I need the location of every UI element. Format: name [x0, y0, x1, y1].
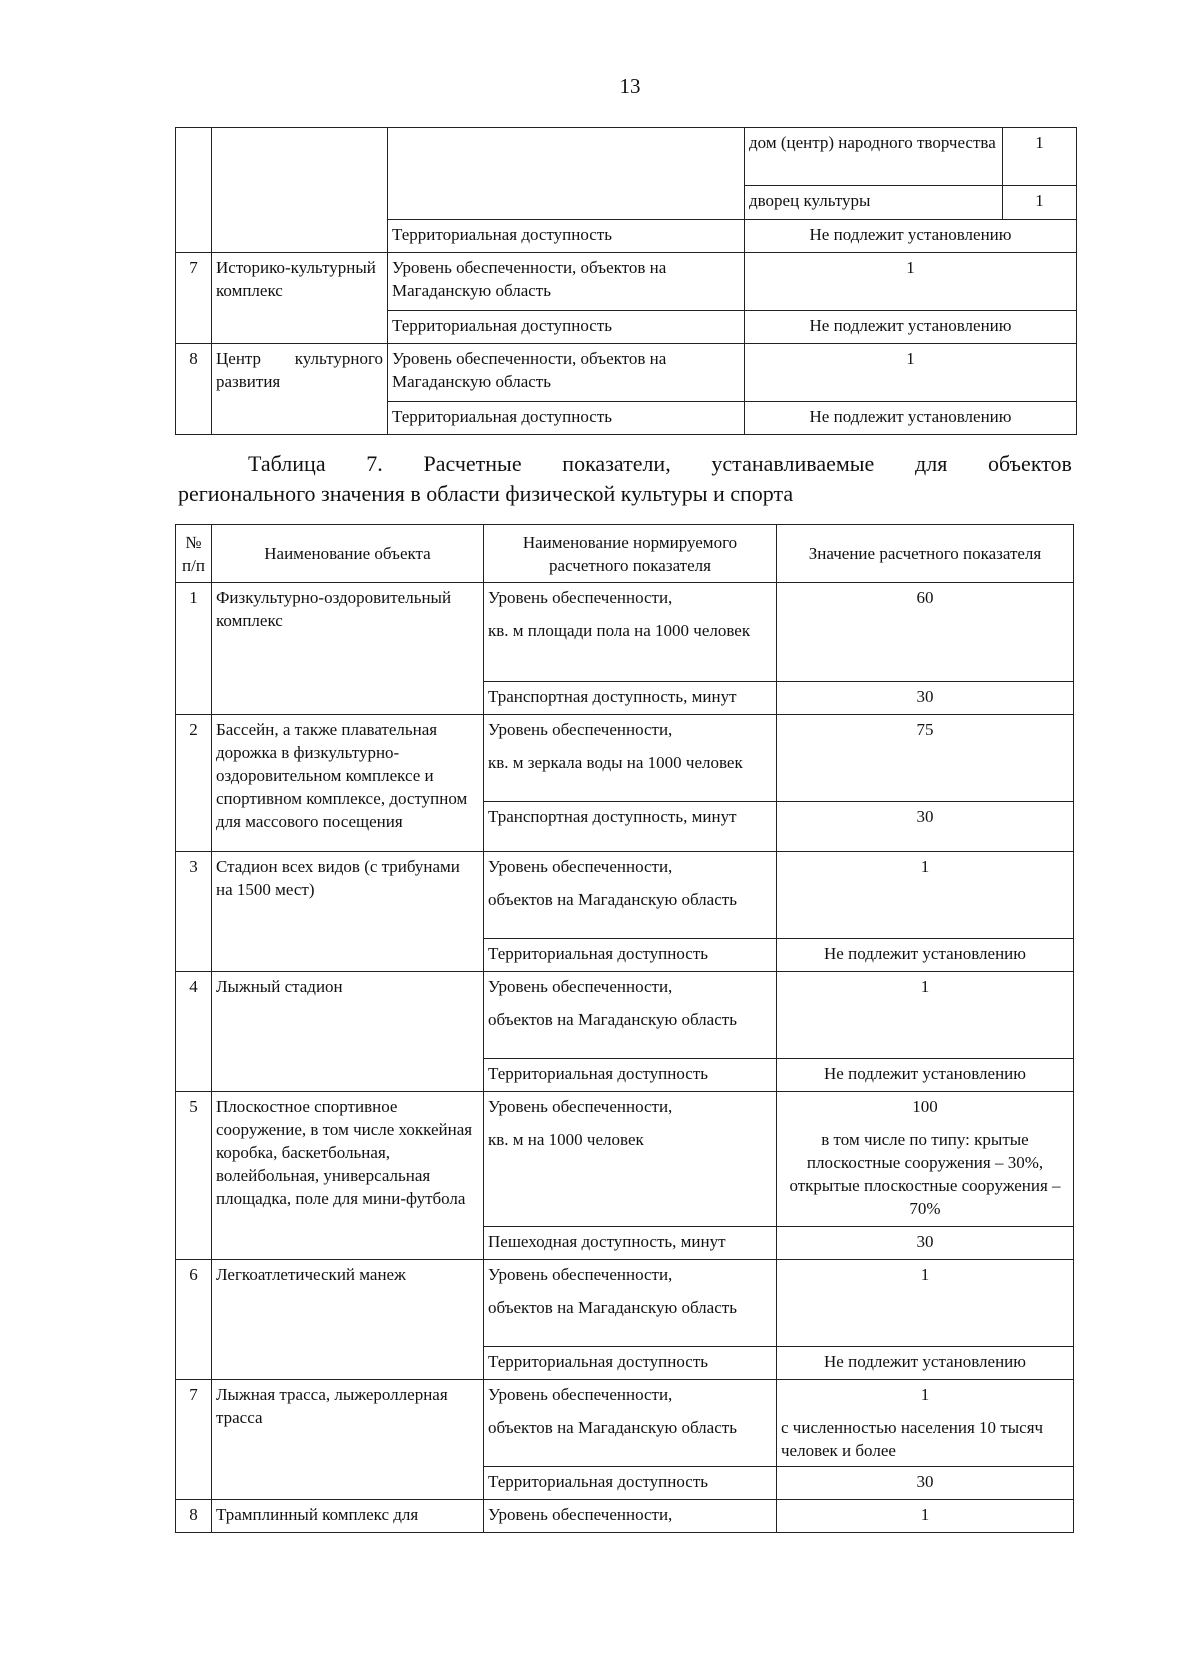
indicator-cell	[388, 128, 745, 220]
row-number-cell: 8	[176, 1500, 212, 1533]
caption-word: 7.	[366, 451, 383, 476]
indicator-unit: объектов на Магаданскую область	[488, 1010, 737, 1029]
table-row	[176, 583, 1074, 682]
indicator-label: Уровень обеспеченности,	[488, 1097, 673, 1116]
indicator-cell: Транспортная доступность, минут	[484, 682, 777, 715]
value-cell: 1	[745, 253, 1077, 311]
row-number-cell	[176, 128, 212, 253]
value-cell: Не подлежит установлению	[777, 939, 1074, 972]
indicator-cell: Территориальная доступность	[484, 1059, 777, 1092]
caption-word: объектов	[988, 451, 1072, 476]
caption-word: Расчетные	[423, 451, 522, 476]
value-cell: 1	[777, 1500, 1074, 1533]
indicator-cell: Уровень обеспеченности, объектов на Магаданскую область	[388, 253, 745, 311]
value-cell: 1	[1003, 128, 1077, 186]
row-number-cell: 1	[176, 583, 212, 715]
indicator-label: Уровень обеспеченности,	[488, 720, 673, 739]
table-row	[176, 128, 1077, 186]
caption-word: устанавливаемые	[711, 451, 875, 476]
object-name-cell: Легкоатлетический манеж	[212, 1260, 484, 1380]
value-cell: 30	[777, 682, 1074, 715]
indicator-cell	[484, 1260, 777, 1347]
indicator-cell: Территориальная доступность	[484, 939, 777, 972]
indicator-unit: кв. м зеркала воды на 1000 человек	[488, 753, 743, 772]
value-cell	[777, 972, 1074, 1059]
table-row	[176, 1260, 1074, 1347]
indicator-unit: объектов на Магаданскую область	[488, 1298, 737, 1317]
table-row	[176, 1092, 1074, 1227]
table-row	[176, 1380, 1074, 1467]
row-number-cell: 3	[176, 852, 212, 972]
table-sport-indicators	[175, 524, 1074, 1533]
object-name-cell: Стадион всех видов (с трибунами на 1500 мест)	[212, 852, 484, 972]
row-number-cell: 5	[176, 1092, 212, 1260]
row-number-cell: 6	[176, 1260, 212, 1380]
indicator-unit: объектов на Магаданскую область	[488, 1418, 737, 1437]
value-cell: Не подлежит установлению	[745, 220, 1077, 253]
indicator-cell	[484, 1092, 777, 1227]
indicator-cell: Уровень обеспеченности,	[484, 1500, 777, 1533]
value-number: 1	[920, 1265, 930, 1284]
indicator-cell	[484, 715, 777, 802]
indicator-cell: Территориальная доступность	[484, 1347, 777, 1380]
value-cell: Не подлежит установлению	[745, 402, 1077, 435]
object-name-cell: Бассейн, а также плавательная дорожка в физкультурно-оздоровительном комплексе и спортивном комплексе, доступном для массового посещения	[212, 715, 484, 852]
value-cell: 30	[777, 802, 1074, 852]
value-cell	[777, 1380, 1074, 1467]
row-number-cell: 2	[176, 715, 212, 852]
value-cell: 1	[1003, 186, 1077, 220]
indicator-cell: Транспортная доступность, минут	[484, 802, 777, 852]
header-object: Наименование объекта	[212, 525, 484, 583]
header-indicator: Наименование нормируемого расчетного показателя	[484, 525, 777, 583]
object-name-cell: Физкультурно-оздоровительный комплекс	[212, 583, 484, 715]
subtype-cell: дворец культуры	[745, 186, 1003, 220]
indicator-unit: кв. м площади пола на 1000 человек	[488, 621, 751, 640]
indicator-label: Уровень обеспеченности,	[488, 1265, 673, 1284]
indicator-cell: Пешеходная доступность, минут	[484, 1227, 777, 1260]
indicator-cell: Территориальная доступность	[484, 1467, 777, 1500]
caption-word: показатели,	[562, 451, 671, 476]
value-cell	[777, 583, 1074, 682]
indicator-cell: Уровень обеспеченности, объектов на Магаданскую область	[388, 344, 745, 402]
indicator-label: Уровень обеспеченности,	[488, 857, 673, 876]
caption-word: Таблица	[248, 451, 326, 476]
object-name-cell: Лыжная трасса, лыжероллерная трасса	[212, 1380, 484, 1500]
table-caption	[178, 449, 1072, 509]
table-row	[176, 852, 1074, 939]
indicator-unit: объектов на Магаданскую область	[488, 890, 737, 909]
value-note: в том числе по типу: крытые плоскостные сооружения – 30%, открытые плоскостные сооружения – 70%	[789, 1130, 1061, 1218]
indicator-cell	[484, 1380, 777, 1467]
table-row	[176, 972, 1074, 1059]
table-row	[176, 253, 1077, 311]
table-row	[176, 344, 1077, 402]
indicator-cell	[484, 583, 777, 682]
indicator-label: Уровень обеспеченности,	[488, 977, 673, 996]
row-number-cell: 4	[176, 972, 212, 1092]
value-cell	[777, 852, 1074, 939]
caption-line-1	[178, 449, 1072, 479]
value-number: 60	[916, 588, 934, 607]
value-cell: 30	[777, 1227, 1074, 1260]
header-num: № п/п	[176, 525, 212, 583]
indicator-label: Уровень обеспеченности,	[488, 1385, 673, 1404]
subtype-cell: дом (центр) народного творчества	[745, 128, 1003, 186]
table-header-row	[176, 525, 1074, 583]
object-name-cell: Трамплинный комплекс для	[212, 1500, 484, 1533]
value-cell: Не подлежит установлению	[745, 311, 1077, 344]
indicator-cell	[484, 972, 777, 1059]
table-row	[176, 1500, 1074, 1533]
value-number: 75	[916, 720, 934, 739]
value-cell	[777, 715, 1074, 802]
table-culture-continued	[175, 127, 1077, 435]
object-name-cell: Историко-культурный комплекс	[212, 253, 388, 344]
value-number: 1	[920, 857, 930, 876]
value-cell: 1	[745, 344, 1077, 402]
caption-line-2: регионального значения в области физической культуры и спорта	[178, 481, 794, 506]
indicator-cell	[484, 852, 777, 939]
object-name-cell: Плоскостное спортивное сооружение, в том числе хоккейная коробка, баскетбольная, волейбольная, универсальная площадка, поле для мини-футбола	[212, 1092, 484, 1260]
object-name-cell: Центр культурного развития	[212, 344, 388, 435]
table-row	[176, 715, 1074, 802]
indicator-cell: Территориальная доступность	[388, 402, 745, 435]
value-cell: 30	[777, 1467, 1074, 1500]
value-number: 1	[920, 977, 930, 996]
indicator-cell: Территориальная доступность	[388, 220, 745, 253]
caption-word: для	[915, 451, 948, 476]
value-number: 100	[912, 1097, 938, 1116]
object-name-cell: Лыжный стадион	[212, 972, 484, 1092]
row-number-cell: 8	[176, 344, 212, 435]
page-number: 13	[619, 74, 641, 98]
row-number-cell: 7	[176, 1380, 212, 1500]
value-note: с численностью населения 10 тысяч человек и более	[781, 1418, 1044, 1460]
value-cell	[777, 1260, 1074, 1347]
value-cell: Не подлежит установлению	[777, 1059, 1074, 1092]
indicator-cell: Территориальная доступность	[388, 311, 745, 344]
indicator-unit: кв. м на 1000 человек	[488, 1130, 644, 1149]
header-value: Значение расчетного показателя	[777, 525, 1074, 583]
indicator-label: Уровень обеспеченности,	[488, 588, 673, 607]
value-number: 1	[920, 1385, 930, 1404]
value-cell: Не подлежит установлению	[777, 1347, 1074, 1380]
object-name-cell	[212, 128, 388, 253]
value-cell	[777, 1092, 1074, 1227]
row-number-cell: 7	[176, 253, 212, 344]
